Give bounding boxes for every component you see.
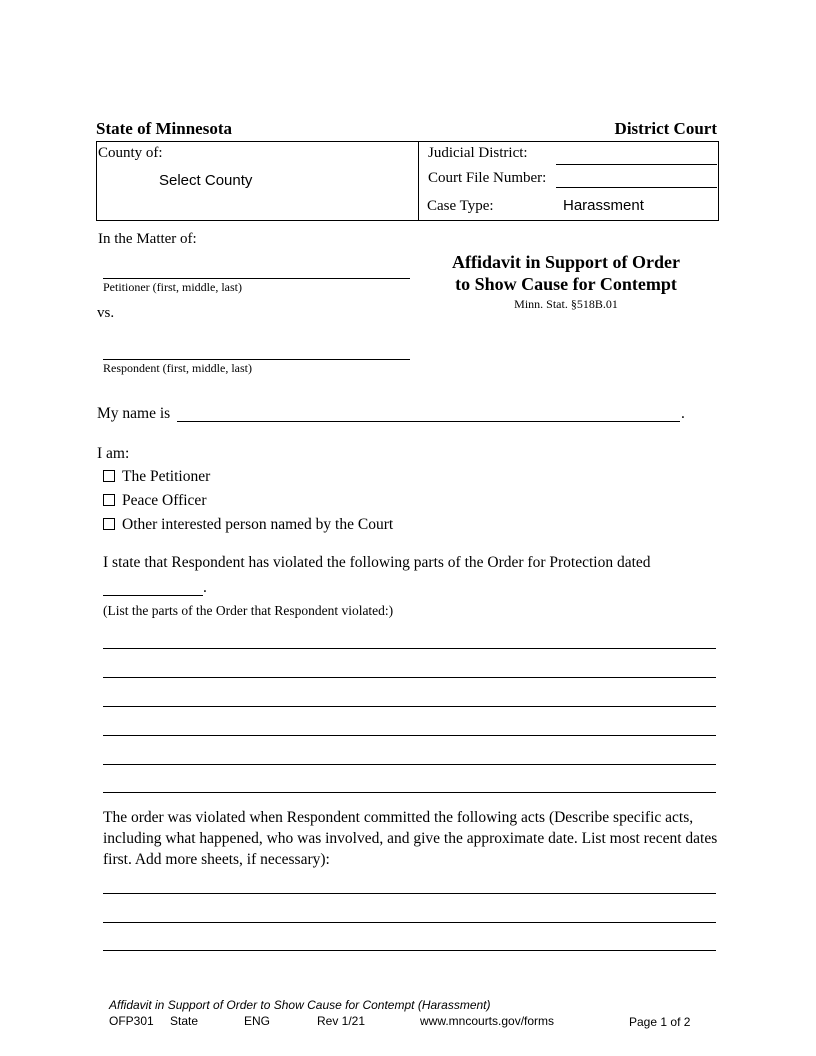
page-total: 2	[683, 1015, 691, 1029]
peace-officer-checkbox[interactable]	[103, 494, 115, 506]
violated-parts-line[interactable]	[103, 735, 716, 736]
violated-parts-line[interactable]	[103, 677, 716, 678]
court-heading: District Court	[614, 119, 717, 138]
statute-reference: Minn. Stat. §518B.01	[514, 297, 618, 311]
acts-line[interactable]	[103, 922, 716, 923]
footer-language: ENG	[244, 1014, 271, 1028]
violated-parts-line[interactable]	[103, 706, 716, 707]
acts-line[interactable]	[103, 950, 716, 951]
footer-page-indicator	[629, 1015, 690, 1029]
violation-statement: I state that Respondent has violated the following parts of the Order for Protection dated	[103, 554, 651, 571]
footer-revision: Rev 1/21	[317, 1014, 366, 1028]
court-file-number-field[interactable]	[556, 169, 717, 188]
page-number: 1	[660, 1015, 668, 1029]
case-box-divider	[418, 142, 419, 220]
my-name-period: .	[681, 405, 685, 422]
page-label: Page	[629, 1015, 658, 1029]
respondent-name-field[interactable]	[103, 341, 410, 360]
footer-website: www.mncourts.gov/forms	[420, 1014, 555, 1028]
state-heading: State of Minnesota	[96, 119, 232, 138]
other-person-checkbox[interactable]	[103, 518, 115, 530]
my-name-label: My name is	[97, 405, 171, 422]
petitioner-checkbox[interactable]	[103, 470, 115, 482]
vs-label: vs.	[97, 305, 115, 321]
respondent-caption: Respondent (first, middle, last)	[103, 361, 252, 375]
my-name-field[interactable]	[177, 403, 680, 422]
other-person-option-label: Other interested person named by the Court	[122, 516, 394, 533]
peace-officer-option-label: Peace Officer	[122, 492, 207, 509]
form-title-line2: to Show Cause for Contempt	[455, 274, 677, 294]
footer-jurisdiction: State	[170, 1014, 199, 1028]
case-type-value[interactable]: Harassment	[563, 197, 644, 214]
case-type-label: Case Type:	[427, 198, 494, 214]
violated-parts-line[interactable]	[103, 792, 716, 793]
county-select[interactable]: Select County	[159, 172, 253, 189]
i-am-label: I am:	[97, 445, 130, 462]
order-date-field[interactable]	[103, 577, 203, 596]
court-file-number-label: Court File Number:	[428, 170, 547, 186]
form-title-block	[410, 251, 722, 312]
acts-instructions: The order was violated when Respondent committed the following acts (Describe specific acts, including what happened, who was involved, and give the approximate date. List most recent dates first. Add more sheets, if necessary):	[103, 809, 718, 868]
judicial-district-label: Judicial District:	[428, 145, 528, 161]
form-title-line1: Affidavit in Support of Order	[451, 252, 680, 272]
county-label: County of:	[98, 145, 163, 161]
violated-parts-line[interactable]	[103, 764, 716, 765]
footer-form-title: Affidavit in Support of Order to Show Cause for Contempt (Harassment)	[109, 998, 491, 1012]
case-info-box	[96, 141, 719, 221]
petitioner-caption: Petitioner (first, middle, last)	[103, 280, 242, 294]
list-instruction: (List the parts of the Order that Respondent violated:)	[103, 603, 394, 618]
violated-parts-line[interactable]	[103, 648, 716, 649]
matter-label: In the Matter of:	[98, 231, 197, 247]
judicial-district-field[interactable]	[556, 146, 717, 165]
petitioner-name-field[interactable]	[103, 260, 410, 279]
footer-form-number: OFP301	[109, 1014, 154, 1028]
petitioner-option-label: The Petitioner	[122, 468, 211, 485]
order-date-period: .	[203, 579, 207, 596]
acts-line[interactable]	[103, 893, 716, 894]
page-of: of	[670, 1015, 681, 1029]
